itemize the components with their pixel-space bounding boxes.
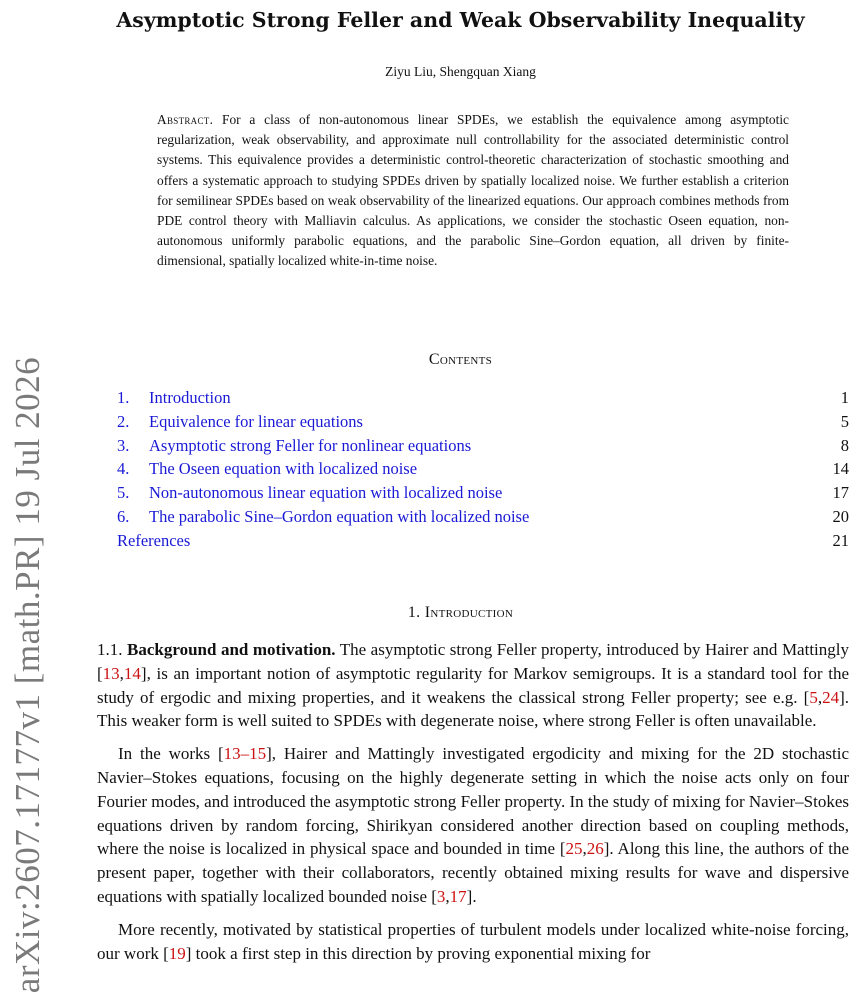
toc-item-number: 5. [117,483,130,503]
contents-heading: Contents [428,351,493,368]
toc-item-link[interactable]: Introduction [149,388,231,407]
arxiv-sidebar [0,0,60,1000]
paper-title: Asymptotic Strong Feller and Weak Observability Inequality [116,8,805,32]
abstract-text: For a class of non-autonomous linear SPDEs, we establish the equivalence among asymptotic regularization, weak observability, and approximate null controllability for the associated deterministic control systems. This equivalence provides a deterministic control-theoretic characterization of stochastic smoothing and offers a systematic approach to studying SPDEs driven by spatially localized noise. We further establish a criterion for semilinear SPDEs based on weak observability of the linearized equations. Our approach combines methods from PDE control theory with Malliavin calculus. As applications, we consider the stochastic Oseen equation, non-autonomous uniformly parabolic equations, and the parabolic Sine–Gordon equation, all driven by finite-dimensional, spatially localized white-in-time noise. [157,112,789,269]
citation-link[interactable]: 24 [822,687,840,707]
toc-item-link[interactable]: The parabolic Sine–Gordon equation with localized noise [149,506,530,526]
toc-item-page: 20 [832,506,849,526]
paragraph-recent-work [97,918,849,966]
toc-item-link[interactable]: The Oseen equation with localized noise [149,459,418,479]
toc-item-page: 1 [840,388,849,407]
paragraph-text: In the works [ [118,744,224,764]
paper-authors: Ziyu Liu, Shengquan Xiang [385,64,536,79]
toc-item-page: 5 [840,411,849,431]
toc-item-non-autonomous[interactable] [117,481,849,505]
toc-item-sine-gordon[interactable] [117,505,849,529]
paragraph-text: ]. Along this line, the authors of the present paper, together with their collaborators, recently obtained mixing results for wave and dispersive equations with spatially localized bounded noise [ [97,839,849,906]
toc-item-page: 8 [840,435,849,455]
toc-item-introduction[interactable] [117,386,849,410]
abstract-label: Abstract. [157,112,214,127]
paragraph-text: More recently, motivated by statistical properties of turbulent models under localized white-noise forcing, our work [ [97,919,849,963]
toc-item-link[interactable]: Non-autonomous linear equation with localized noise [149,483,503,503]
toc-item-page: 17 [832,483,849,503]
paragraph-text: ] took a first step in this direction by proving exponential mixing for [185,943,651,963]
citation-link[interactable]: 19 [168,943,186,963]
citation-separator: , [817,687,823,707]
citation-link[interactable]: 26 [586,839,604,859]
citation-link[interactable]: 14 [123,663,141,683]
citation-separator: , [582,839,587,859]
toc-references-link[interactable]: References [117,530,191,550]
toc-item-references[interactable] [117,529,849,553]
arxiv-identifier: arXiv:2607.17177v1 [math.PR] 19 Jul 2026 [8,356,47,994]
paragraph-text: The asymptotic strong Feller property, introduced by Hairer and Mattingly [ [97,640,849,683]
toc-item-number: 3. [117,435,130,455]
toc-item-link[interactable]: Asymptotic strong Feller for nonlinear equations [149,435,472,455]
toc-item-number: 1. [117,388,130,407]
citation-link[interactable]: 13–15 [223,744,267,764]
citation-link[interactable]: 3 [436,886,446,906]
citation-separator: , [445,886,450,906]
paragraph-prior-work [97,742,849,909]
citation-link[interactable]: 17 [449,886,467,906]
citation-link[interactable]: 5 [809,687,818,707]
toc-item-link[interactable]: Equivalence for linear equations [149,411,363,431]
toc-item-equivalence[interactable] [117,410,849,434]
subsection-number: 1.1. [97,640,123,659]
paragraph-text: ]. [466,886,477,906]
subsection-title: Background and motivation. [127,640,336,659]
paragraph-background [97,638,849,733]
abstract [157,110,789,272]
toc-item-asymptotic-strong-feller[interactable] [117,434,849,458]
toc-item-number: 4. [117,459,130,479]
paragraph-text: ]. This weaker form is well suited to SPDEs with degenerate noise, where strong Feller is often unavailable. [97,687,849,731]
paragraph-text: ], Hairer and Mattingly investigated ergodicity and mixing for the 2D stochastic Navier–Stokes equations, focusing on the highly degenerate setting in which the noise acts only on four Fourier modes, and introduced the asymptotic strong Feller property. In the study of mixing for Navier–Stokes equations driven by random forcing, Shirikyan considered another direction based on coupling methods, where the noise is localized in physical space and bounded in time [ [97,744,849,859]
paragraph-text: ], is an important notion of asymptotic regularity for Markov semigroups. It is a standard tool for the study of ergodic and mixing properties, and it weakens the classical strong Feller property; see e.g. [ [97,663,849,707]
citation-separator: , [119,663,124,683]
body-text [97,638,849,974]
toc-item-page: 21 [832,530,849,550]
toc-item-number: 6. [117,506,130,526]
citation-link[interactable]: 25 [565,839,583,859]
citation-link[interactable]: 13 [102,663,120,683]
toc-item-page: 14 [832,459,849,479]
section-heading-introduction: 1. Introduction [407,604,514,621]
toc-item-number: 2. [117,411,130,431]
toc-item-oseen[interactable] [117,457,849,481]
table-of-contents [117,386,849,553]
